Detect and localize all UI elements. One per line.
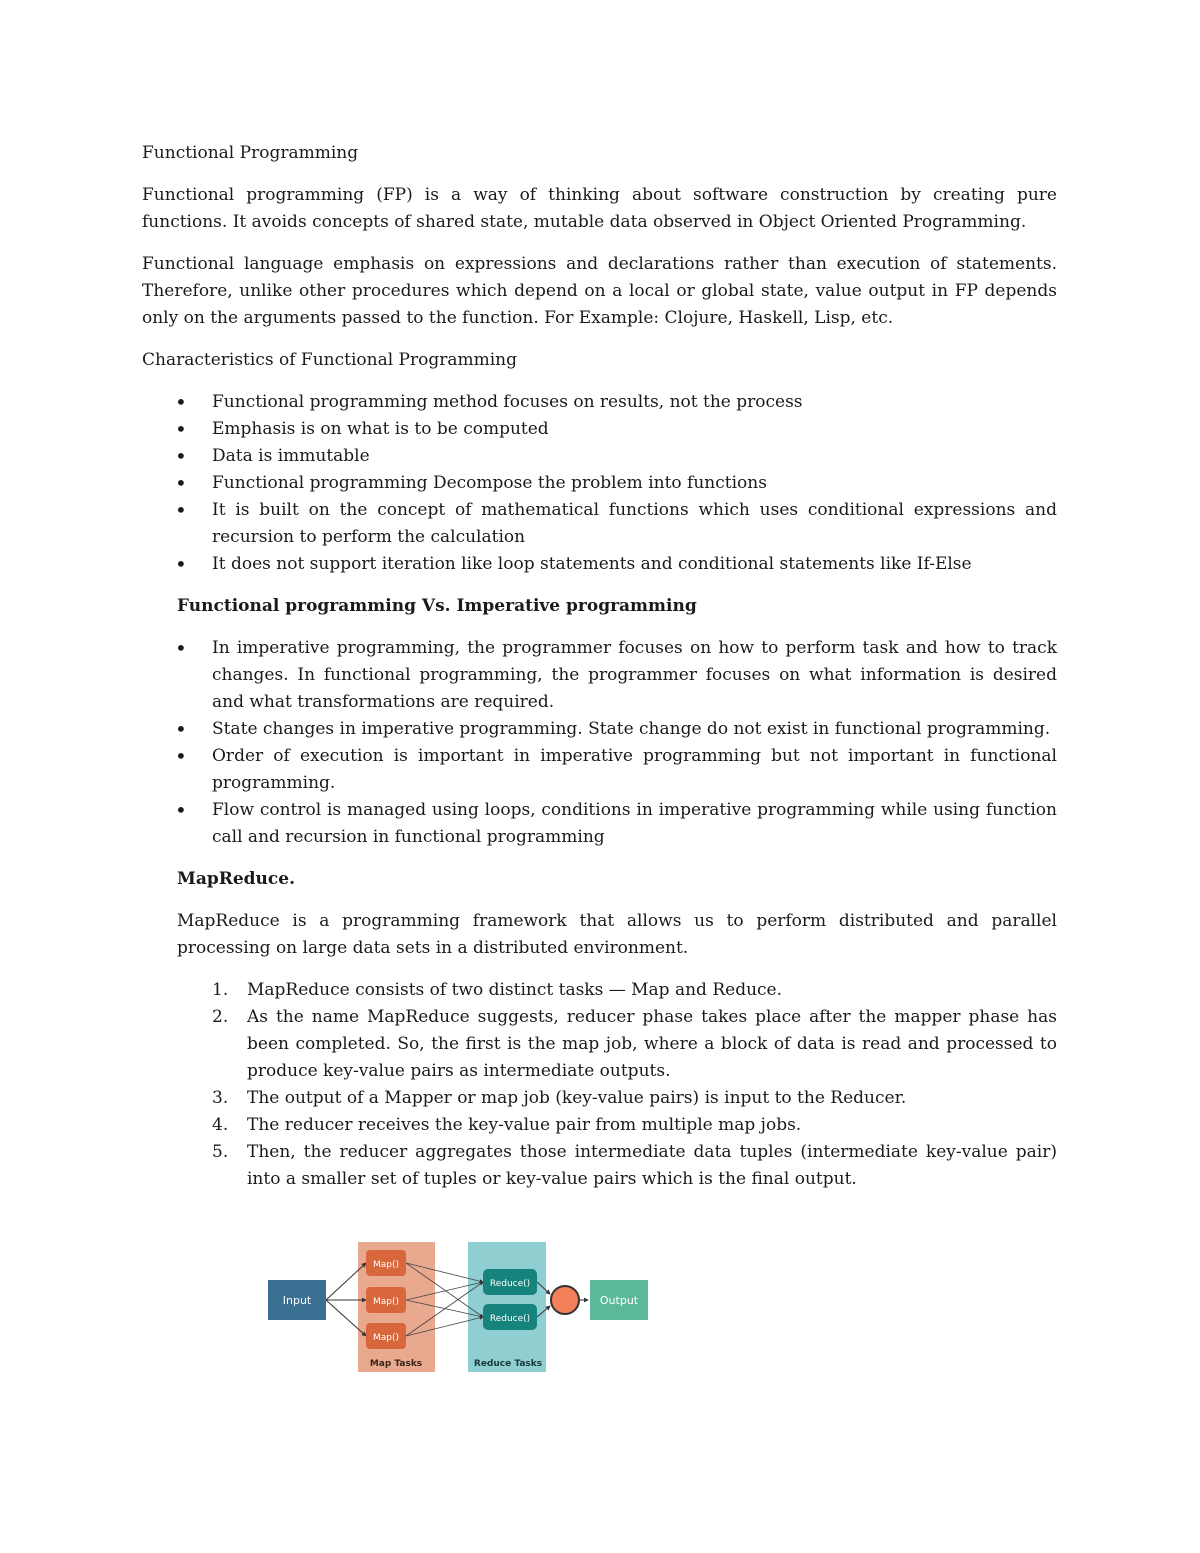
document-title: Functional Programming	[142, 143, 359, 163]
language-paragraph: Functional language emphasis on expressions and declarations rather than execution of statements. Therefore, unlike other procedures which depend on a local or global state, value output in FP depends only on the arguments passed to the function. For Example: Clojure, Haskell, Lisp, etc.	[142, 254, 1057, 328]
map-label: Map()	[372, 1333, 400, 1343]
list-item: • It is built on the concept of mathematical functions which uses conditional expressions and recursion to perform the calculation	[142, 497, 1057, 551]
reduce-label: Reduce()	[489, 1314, 531, 1324]
step-text: MapReduce consists of two distinct tasks — Map and Reduce.	[247, 980, 783, 1000]
list-item	[142, 1112, 1057, 1139]
mapreduce-diagram	[260, 1232, 660, 1382]
list-item	[142, 1004, 1057, 1085]
input-label: Input	[282, 1294, 312, 1307]
intro-paragraph: Functional programming (FP) is a way of thinking about software construction by creating pure functions. It avoids concepts of shared state, mutable data observed in Object Oriented Programming.	[142, 185, 1057, 232]
output-label: Output	[599, 1294, 639, 1307]
step-number: 3.	[212, 1088, 229, 1108]
mapreduce-paragraph: MapReduce is a programming framework that allows us to perform distributed and parallel processing on large data sets in a distributed environment.	[177, 911, 1057, 958]
list-item	[142, 1139, 1057, 1193]
step-number: 4.	[212, 1115, 229, 1135]
list-item: • Emphasis is on what is to be computed	[142, 416, 1057, 443]
reduce-tasks-label: Reduce Tasks	[473, 1359, 543, 1369]
step-text: The output of a Mapper or map job (key-value pairs) is input to the Reducer.	[247, 1088, 907, 1108]
step-text: The reducer receives the key-value pair from multiple map jobs.	[247, 1115, 802, 1135]
mapreduce-heading: MapReduce.	[177, 869, 295, 889]
list-item: • Functional programming Decompose the problem into functions	[142, 470, 1057, 497]
characteristics-list	[142, 389, 1057, 578]
list-item: • State changes in imperative programming. State change do not exist in functional programming.	[142, 716, 1057, 743]
list-item	[142, 1085, 1057, 1112]
document-page	[142, 140, 1057, 1208]
list-item: • It does not support iteration like loop statements and conditional statements like If-Else	[142, 551, 1057, 578]
list-item: • Order of execution is important in imperative programming but not important in functional programming.	[142, 743, 1057, 797]
list-item: • In imperative programming, the programmer focuses on how to perform task and how to track changes. In functional programming, the programmer focuses on what information is desired and what transformations are required.	[142, 635, 1057, 716]
map-tasks-label: Map Tasks	[369, 1359, 423, 1369]
characteristics-heading: Characteristics of Functional Programming	[142, 350, 517, 370]
list-item: • Flow control is managed using loops, conditions in imperative programming while using function call and recursion in functional programming	[142, 797, 1057, 851]
merge-circle	[551, 1286, 579, 1314]
comparison-heading: Functional programming Vs. Imperative programming	[177, 596, 697, 616]
list-item	[142, 977, 1057, 1004]
reduce-label: Reduce()	[489, 1279, 531, 1289]
step-text: Then, the reducer aggregates those intermediate data tuples (intermediate key-value pair) into a smaller set of tuples or key-value pairs which is the final output.	[247, 1142, 1057, 1189]
step-number: 2.	[212, 1007, 229, 1027]
mapreduce-steps	[142, 977, 1057, 1193]
step-text: As the name MapReduce suggests, reducer phase takes place after the mapper phase has been completed. So, the first is the map job, where a block of data is read and processed to produce key-value pairs as intermediate outputs.	[247, 1007, 1057, 1081]
map-label: Map()	[372, 1297, 400, 1307]
comparison-list	[142, 635, 1057, 851]
list-item: • Functional programming method focuses on results, not the process	[142, 389, 1057, 416]
mapreduce-diagram-svg	[260, 1232, 660, 1382]
step-number: 1.	[212, 980, 229, 1000]
map-label: Map()	[372, 1260, 400, 1270]
list-item: • Data is immutable	[142, 443, 1057, 470]
step-number: 5.	[212, 1142, 229, 1162]
